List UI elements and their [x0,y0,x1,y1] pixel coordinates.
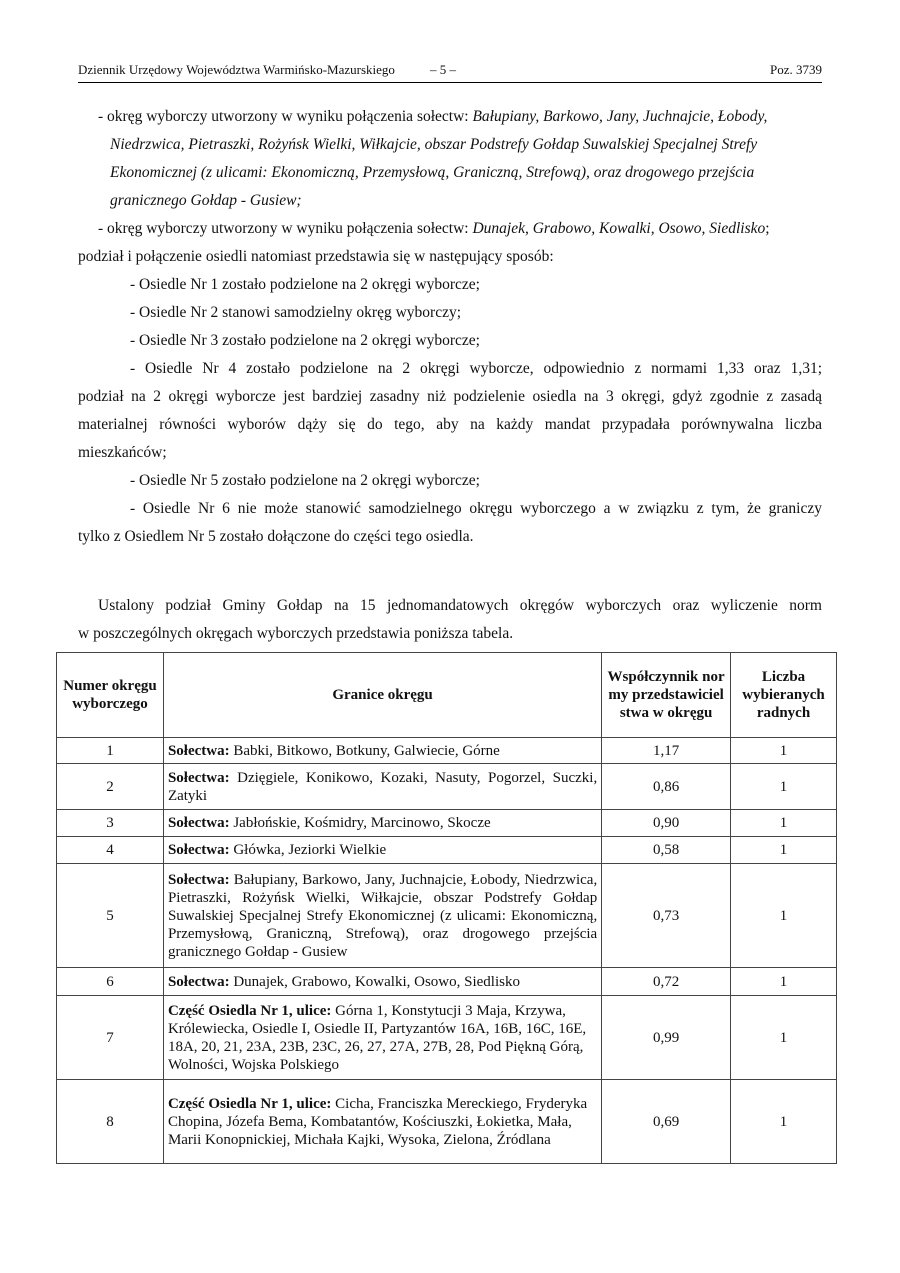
bounds-label: Sołectwa: [167,815,230,831]
bounds-text: Bałupiany, Barkowo, Jany, Juchnajcie, Łobody, Niedrzwica, Pietraszki, Rożyńsk Wielki, Wiłkajcie, obszar Podstrefy Gołdap Suwalskiej Specjalnej Strefy Ekonomicznej (z ulicami: Ekonomiczną, Przemysłową, Graniczną, Strefową), oraz drogowego przejścia granicznego Gołdap - Gusiew [167,871,598,960]
seats-value: 1 [731,968,837,996]
column-header: Granice okręgu [163,653,601,738]
text-line [78,131,822,159]
seats-value: 1 [731,764,837,810]
seats-value: 1 [731,996,837,1080]
text-line: - Osiedle Nr 1 zostało podzielone na 2 okręgi wyborcze; [130,276,480,293]
bounds-label: Sołectwa: [167,842,230,858]
norm-value: 0,58 [602,837,731,864]
norm-value: 0,73 [602,864,731,968]
district-number: 6 [57,968,164,996]
bounds-text: Dunajek, Grabowo, Kowalki, Osowo, Siedlisko [229,973,520,990]
norm-value: 1,17 [602,738,731,764]
table-intro [78,592,822,648]
bounds-label: Część Osiedla Nr 1, ulice: [167,1002,332,1019]
table-row [57,864,837,968]
bounds-text: Dzięgiele, Konikowo, Kozaki, Nasuty, Pogorzel, Suczki, Zatyki [167,769,598,804]
italic-span: Niedrzwica, Pietraszki, Rożyńsk Wielki, Wiłkajcie, obszar Podstrefy Gołdap Suwalskiej Specjalnej Strefy [110,136,758,153]
table-row [57,837,837,864]
text-line: materialnej równości wyborów dąży się do tego, aby na każdy mandat przypadała porównywalna liczba [78,416,822,433]
table-row [57,738,837,764]
text-line: - Osiedle Nr 4 zostało podzielone na 2 okręgi wyborcze, odpowiednio z normami 1,33 oraz 1,31; [130,360,822,377]
norm-value: 0,90 [602,810,731,837]
italic-span: Dunajek, Grabowo, Kowalki, Osowo, Siedlisko [472,220,766,237]
text-span: ; [765,220,770,237]
text-line: - Osiedle Nr 3 zostało podzielone na 2 okręgi wyborcze; [130,332,480,349]
text-line: - Osiedle Nr 6 nie może stanowić samodzielnego okręgu wyborczego a w związku z tym, że graniczy [130,500,822,517]
text-line [78,159,822,187]
districts-table [56,652,837,1164]
text-line: w poszczególnych okręgach wyborczych przedstawia poniższa tabela. [78,625,514,642]
seats-value: 1 [731,837,837,864]
district-bounds [163,1080,601,1164]
text-line [78,103,822,131]
text-line: tylko z Osiedlem Nr 5 zostało dołączone do części tego osiedla. [78,528,474,545]
district-bounds [163,968,601,996]
text-line [78,187,822,215]
text-line [78,215,822,243]
text-line: - Osiedle Nr 5 zostało podzielone na 2 okręgi wyborcze; [130,472,480,489]
column-header: Liczba wybieranych radnych [731,653,837,738]
seats-value: 1 [731,738,837,764]
district-bounds [163,864,601,968]
text-span: - okręg wyborczy utworzony w wyniku połączenia sołectw: [98,220,473,237]
bounds-text: Główka, Jeziorki Wielkie [229,842,387,858]
district-bounds [163,996,601,1080]
bounds-label: Sołectwa: [167,769,230,786]
position-number: Poz. 3739 [770,62,822,77]
bounds-label: Część Osiedla Nr 1, ulice: [167,1095,332,1112]
italic-span: Bałupiany, Barkowo, Jany, Juchnajcie, Łobody, [472,108,768,125]
page-header [78,60,822,83]
norm-value: 0,72 [602,968,731,996]
district-bounds [163,764,601,810]
bounds-label: Sołectwa: [167,973,230,990]
text-line: mieszkańców; [78,444,167,461]
text-span: - okręg wyborczy utworzony w wyniku połączenia sołectw: [98,108,473,125]
district-number: 3 [57,810,164,837]
text-line: podział na 2 okręgi wyborcze jest bardziej zasadny niż podzielenie osiedla na 3 okręgi, gdyż zgodnie z zasadą [78,388,822,405]
district-bounds [163,810,601,837]
page-number: – 5 – [430,62,456,77]
district-bounds [163,837,601,864]
journal-title: Dziennik Urzędowy Województwa Warmińsko-Mazurskiego [78,62,395,77]
district-number: 5 [57,864,164,968]
bounds-text: Babki, Bitkowo, Botkuny, Galwiecie, Górne [229,742,500,759]
seats-value: 1 [731,810,837,837]
column-header: Numer okręgu wyborczego [57,653,164,738]
bounds-text: Górna 1, Konstytucji 3 Maja, Krzywa, Królewiecka, Osiedle I, Osiedle II, Partyzantów 16A, 16B, 16C, 16E, 18A, 20, 21, 23A, 23B, 23C, 26, 27, 27A, 27B, 28, Pod Piękną Górą, Wolności, Wojska Polskiego [167,1002,587,1073]
seats-value: 1 [731,1080,837,1164]
norm-value: 0,86 [602,764,731,810]
text-line: podział i połączenie osiedli natomiast przedstawia się w następujący sposób: [78,248,554,265]
district-number: 7 [57,996,164,1080]
district-number: 4 [57,837,164,864]
italic-span: granicznego Gołdap - Gusiew; [110,192,302,209]
intro-text [78,103,822,551]
seats-value: 1 [731,864,837,968]
district-bounds [163,738,601,764]
district-number: 1 [57,738,164,764]
bounds-label: Sołectwa: [167,742,230,759]
text-line: Ustalony podział Gminy Gołdap na 15 jednomandatowych okręgów wyborczych oraz wyliczenie norm [98,597,822,614]
district-number: 8 [57,1080,164,1164]
table-row [57,1080,837,1164]
table-row [57,968,837,996]
table-header-row [57,653,837,738]
norm-value: 0,99 [602,996,731,1080]
table-row [57,810,837,837]
table-row [57,996,837,1080]
district-number: 2 [57,764,164,810]
table-row [57,764,837,810]
text-line: - Osiedle Nr 2 stanowi samodzielny okręg wyborczy; [130,304,462,321]
bounds-text: Cicha, Franciszka Mereckiego, Fryderyka Chopina, Józefa Bema, Kombatantów, Kościuszki, Łokietka, Mała, Marii Konopnickiej, Michała Kajki, Wysoka, Zielona, Źródlana [167,1095,588,1148]
bounds-label: Sołectwa: [167,871,230,888]
column-header: Współczynnik normy przedstawicielstwa w okręgu [602,653,731,738]
norm-value: 0,69 [602,1080,731,1164]
bounds-text: Jabłońskie, Kośmidry, Marcinowo, Skocze [229,815,491,831]
italic-span: Ekonomicznej (z ulicami: Ekonomiczną, Przemysłową, Graniczną, Strefową), oraz drogowego przejścia [110,164,755,181]
